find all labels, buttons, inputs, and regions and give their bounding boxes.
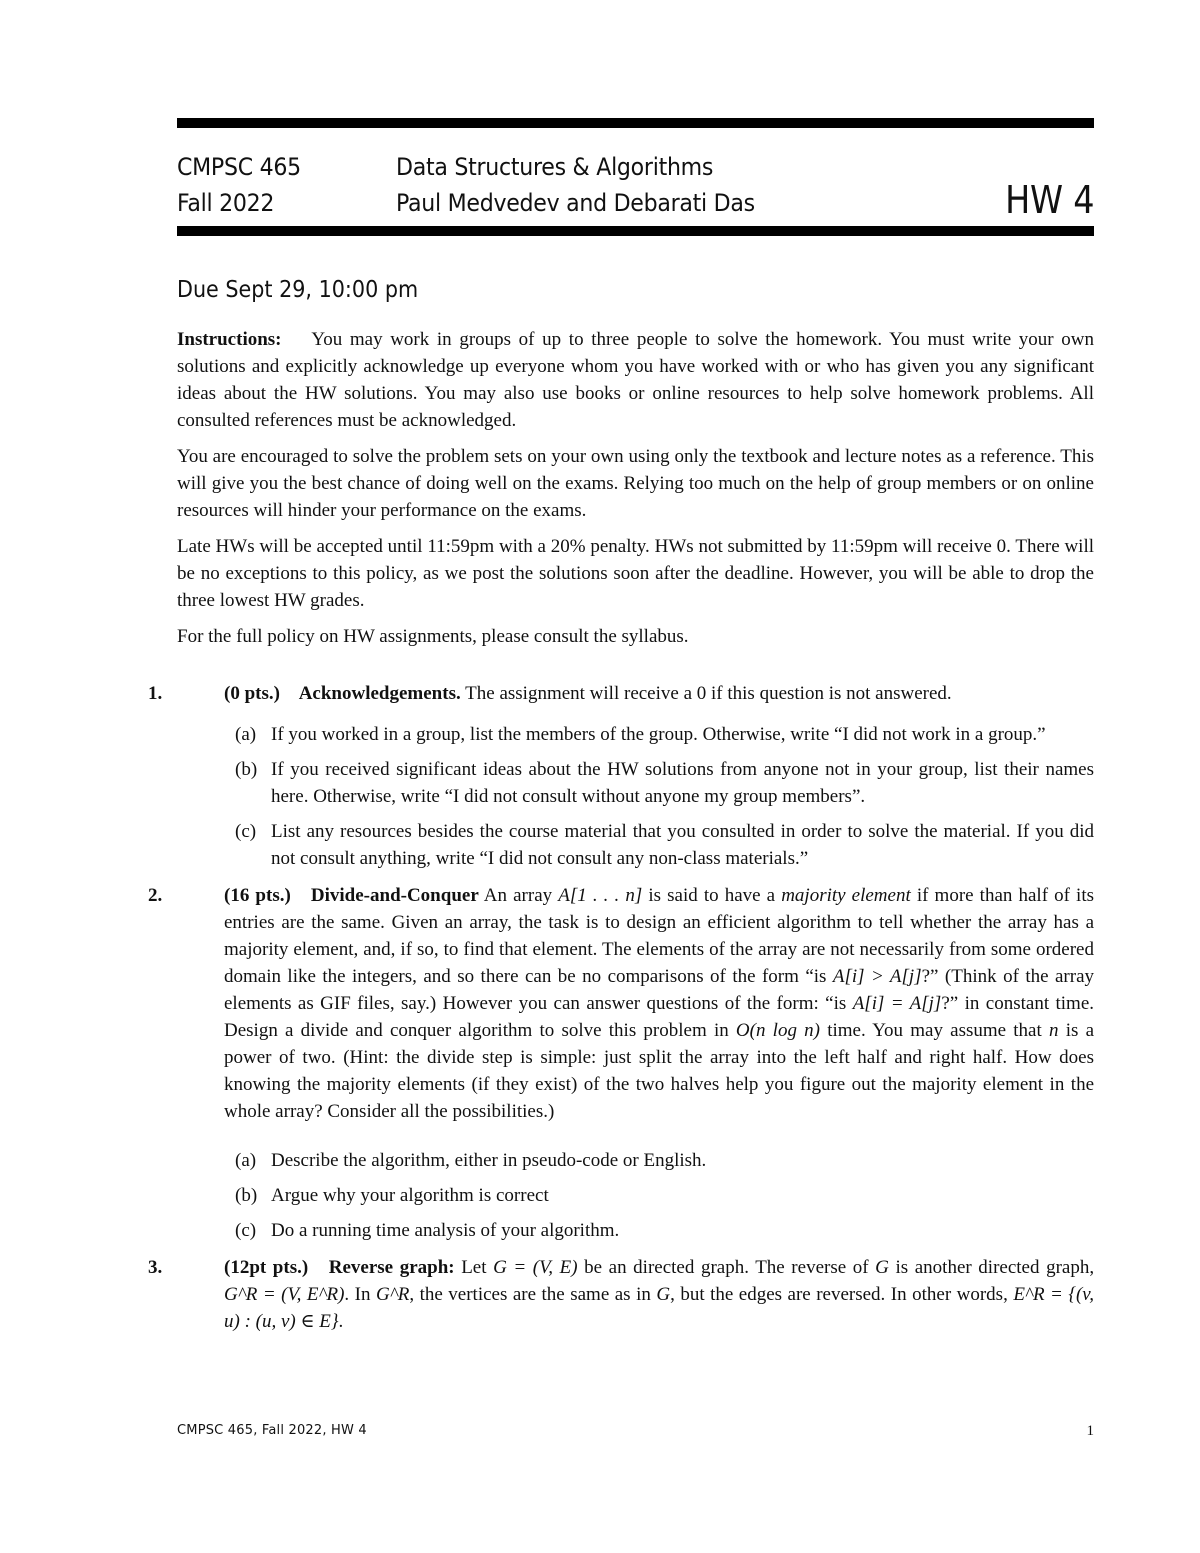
- course-instructors: Paul Medvedev and Debarati Das: [396, 189, 755, 217]
- question-title: Acknowledgements.: [298, 683, 461, 704]
- question-2-parts: [224, 1147, 1094, 1244]
- question-points: (12pt pts.): [224, 1257, 309, 1278]
- question-title: Reverse graph:: [328, 1257, 455, 1278]
- question-text: if more than half of its entries are the same. Given an array, the task is to design an efficient algorithm to tell whether the array has a majority element, and, if so, to find that element. The elements of the array are not necessarily from some ordered domain like the integers, and so there can be no comparisons of the form “is: [224, 885, 1094, 987]
- question-points: (0 pts.): [224, 683, 280, 704]
- question-text: ?” in constant time. Design a divide and conquer algorithm to solve this problem in: [224, 993, 1095, 1041]
- header-top-rule: [177, 118, 1094, 128]
- math-expression: G: [656, 1284, 671, 1305]
- question-number: 3.: [148, 1257, 163, 1278]
- part-text: Describe the algorithm, either in pseudo-code or English.: [271, 1150, 707, 1171]
- list-item: [224, 1217, 1094, 1244]
- course-subject: Data Structures & Algorithms: [396, 153, 714, 181]
- syllabus-paragraph: For the full policy on HW assignments, please consult the syllabus.: [177, 626, 689, 647]
- part-label: (c): [235, 1220, 257, 1241]
- page-footer: CMPSC 465, Fall 2022, HW 4: [177, 1423, 367, 1438]
- course-code: CMPSC 465: [177, 153, 301, 181]
- question-number: 1.: [148, 683, 163, 704]
- question-text: .: [338, 1311, 344, 1332]
- list-item: [224, 721, 1094, 748]
- math-expression: G^R: [376, 1284, 410, 1305]
- math-expression: A[1 . . . n]: [558, 885, 643, 906]
- question-text: time. You may assume that: [827, 1020, 1042, 1041]
- math-expression: O(n log n): [735, 1020, 820, 1041]
- question-1: [148, 680, 1094, 872]
- part-text: If you worked in a group, list the members of the group. Otherwise, write “I did not work in a group.”: [271, 724, 1046, 745]
- part-text: Do a running time analysis of your algorithm.: [271, 1220, 620, 1241]
- instructions-text: You may work in groups of up to three people to solve the homework. You must write your own solutions and explicitly acknowledge up everyone whom you have worked with or who has given you any significant ideas about the HW solutions. You may also use books or online resources to help solve homework problems. All consulted references must be acknowledged.: [177, 329, 1094, 431]
- list-item: [224, 1147, 1094, 1174]
- part-label: (c): [235, 821, 257, 842]
- question-text: . In: [344, 1284, 371, 1305]
- part-label: (b): [235, 759, 258, 780]
- page-number: 1: [1086, 1423, 1094, 1439]
- question-text: The assignment will receive a 0 if this question is not answered.: [465, 683, 952, 704]
- question-text: Let: [461, 1257, 487, 1278]
- question-text: is a power of two. (Hint: the divide step is simple: just split the array into the left half and right half. How does knowing the majority elements (if they exist) of the two halves help you figure out the majority element in the whole array? Consider all the possibilities.): [224, 1020, 1094, 1122]
- part-text: Argue why your algorithm is correct: [271, 1185, 549, 1206]
- question-text: , but the edges are reversed. In other words,: [670, 1284, 1008, 1305]
- question-points: (16 pts.): [224, 885, 291, 906]
- math-expression: G: [875, 1257, 889, 1278]
- late-policy-paragraph: Late HWs will be accepted until 11:59pm with a 20% penalty. HWs not submitted by 11:59pm will receive 0. There will be no exceptions to this policy, as we post the solutions soon after the deadline. However, you will be able to drop the three lowest HW grades.: [177, 536, 1094, 611]
- question-text: is another directed graph,: [895, 1257, 1095, 1278]
- part-text: If you received significant ideas about the HW solutions from anyone not in your group, list their names here. Otherwise, write “I did not consult without anyone my group members”.: [271, 759, 1094, 807]
- part-text: List any resources besides the course material that you consulted in order to solve the material. If you did not consult anything, write “I did not consult any non-class materials.”: [271, 821, 1094, 869]
- question-1-parts: [224, 721, 1094, 872]
- question-text: An array: [483, 885, 553, 906]
- question-text: , the vertices are the same as in: [409, 1284, 651, 1305]
- math-expression: A[i] = A[j]: [852, 993, 942, 1014]
- course-term: Fall 2022: [177, 189, 275, 217]
- header-bottom-rule: [177, 226, 1094, 236]
- math-expression: E^R = {(v, u) : (u, v) ∈ E}: [224, 1284, 1095, 1332]
- question-title: Divide-and-Conquer: [310, 885, 479, 906]
- emphasis-term: majority element: [781, 885, 911, 906]
- question-number: 2.: [148, 885, 163, 906]
- instructions-label: Instructions:: [177, 329, 282, 350]
- list-item: [224, 756, 1094, 810]
- math-expression: n: [1048, 1020, 1059, 1041]
- document-body: [148, 326, 1095, 1335]
- part-label: (a): [235, 724, 257, 745]
- question-3: [148, 1254, 1095, 1335]
- encouragement-paragraph: You are encouraged to solve the problem sets on your own using only the textbook and lecture notes as a reference. This will give you the best chance of doing well on the exams. Relying too much on the help of group members or on online resources will hinder your performance on the exams.: [177, 446, 1094, 521]
- part-label: (a): [235, 1150, 257, 1171]
- due-date: Due Sept 29, 10:00 pm: [177, 277, 419, 303]
- list-item: [224, 818, 1094, 872]
- homework-number: HW 4: [1004, 178, 1094, 222]
- math-expression: A[i] > A[j]: [832, 966, 922, 987]
- question-text: be an directed graph. The reverse of: [584, 1257, 869, 1278]
- question-text: is said to have a: [648, 885, 776, 906]
- part-label: (b): [235, 1185, 258, 1206]
- question-text: ?” (Think of the array elements as GIF files, say.) However you can answer questions of the form: “is: [224, 966, 1095, 1014]
- instructions-paragraph: [177, 326, 1094, 434]
- list-item: [224, 1182, 1094, 1209]
- math-expression: G^R = (V, E^R): [224, 1284, 345, 1305]
- math-expression: G = (V, E): [493, 1257, 578, 1278]
- question-2: [148, 882, 1095, 1244]
